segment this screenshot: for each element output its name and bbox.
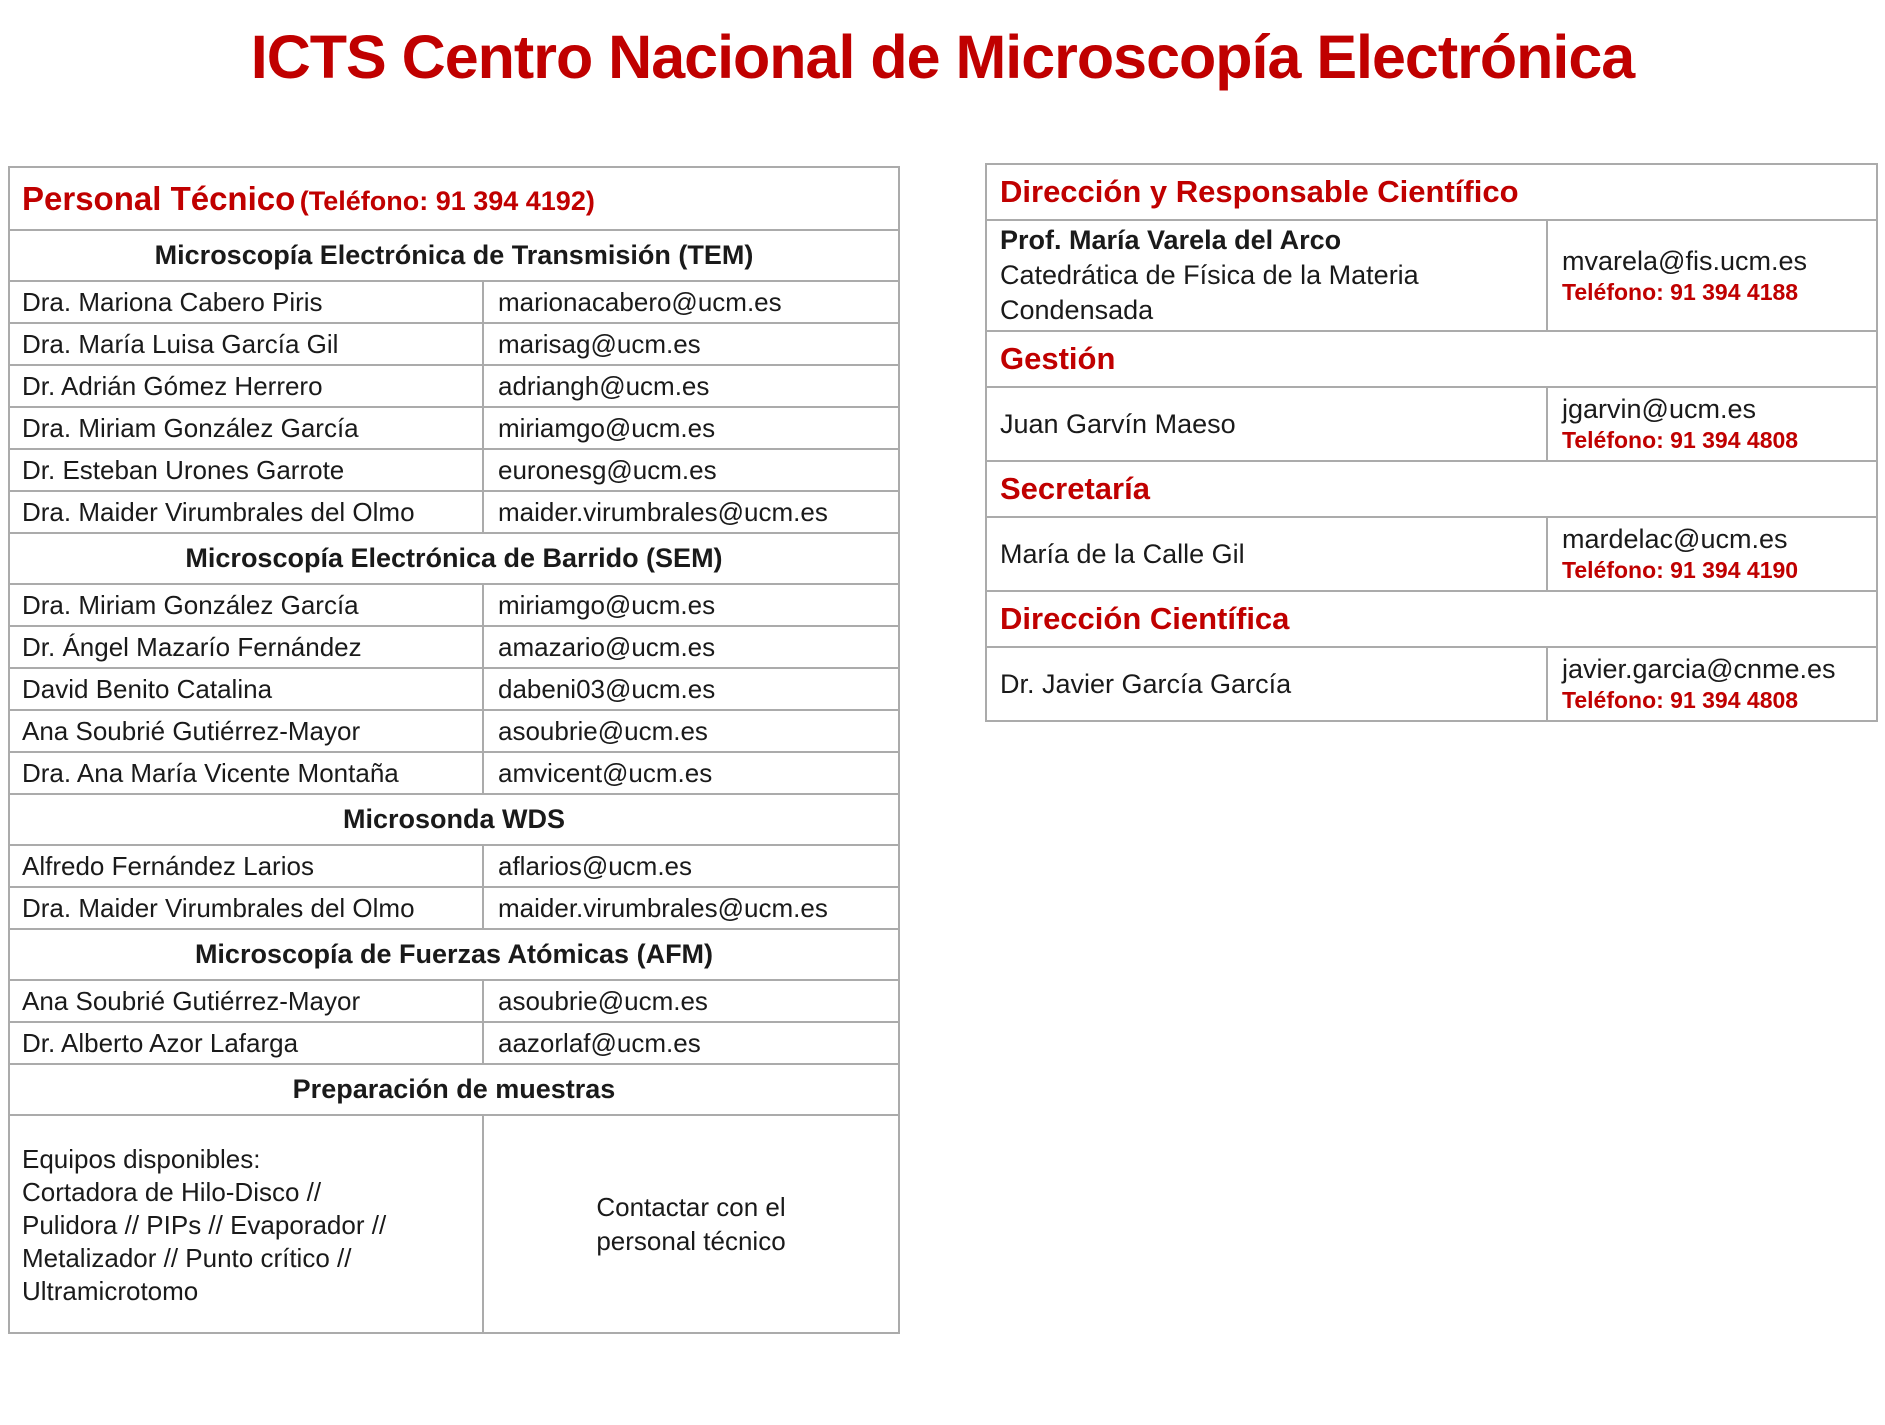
- person-email: javier.garcia@cnme.es: [1562, 654, 1836, 684]
- contact-cell: [1547, 387, 1877, 461]
- equipment-line: Metalizador // Punto crítico //: [22, 1243, 352, 1273]
- staff-name: Alfredo Fernández Larios: [9, 845, 483, 887]
- section-header-label: Dirección Científica: [986, 591, 1877, 647]
- table-row: [9, 710, 899, 752]
- page-title: ICTS Centro Nacional de Microscopía Electrónica: [250, 23, 1635, 91]
- section-header-label: Preparación de muestras: [9, 1064, 899, 1115]
- person-role: Catedrática de Física de la Materia Condensada: [1000, 260, 1419, 325]
- person-cell: [986, 220, 1547, 331]
- person-phone: Teléfono: 91 394 4808: [1562, 427, 1799, 453]
- equipment-list: [9, 1115, 483, 1333]
- personal-tecnico-table: [8, 166, 900, 1334]
- section-header-secretaria: [986, 461, 1877, 517]
- section-header-label: Dirección y Responsable Científico: [986, 164, 1877, 220]
- person-name: Dr. Javier García García: [986, 647, 1547, 721]
- left-table-phone: (Teléfono: 91 394 4192): [299, 185, 595, 216]
- equipment-line: Pulidora // PIPs // Evaporador //: [22, 1210, 387, 1240]
- person-name: Prof. María Varela del Arco: [1000, 225, 1342, 255]
- section-header-tem: [9, 230, 899, 281]
- staff-email: marisag@ucm.es: [483, 323, 899, 365]
- staff-email: amazario@ucm.es: [483, 626, 899, 668]
- table-row: [9, 491, 899, 533]
- staff-name: Dr. Alberto Azor Lafarga: [9, 1022, 483, 1064]
- person-email: jgarvin@ucm.es: [1562, 394, 1756, 424]
- staff-email: miriamgo@ucm.es: [483, 407, 899, 449]
- staff-name: David Benito Catalina: [9, 668, 483, 710]
- section-header-gestion: [986, 331, 1877, 387]
- section-header-direccion-responsable: [986, 164, 1877, 220]
- section-header-afm: [9, 929, 899, 980]
- section-header-preparacion: [9, 1064, 899, 1115]
- table-row: [9, 1022, 899, 1064]
- staff-email: adriangh@ucm.es: [483, 365, 899, 407]
- staff-email: amvicent@ucm.es: [483, 752, 899, 794]
- section-header-label: Secretaría: [986, 461, 1877, 517]
- person-name: María de la Calle Gil: [986, 517, 1547, 591]
- section-header-sem: [9, 533, 899, 584]
- table-row: [9, 449, 899, 491]
- staff-name: Ana Soubrié Gutiérrez-Mayor: [9, 710, 483, 752]
- equipment-line: Equipos disponibles:: [22, 1144, 261, 1174]
- staff-email: asoubrie@ucm.es: [483, 980, 899, 1022]
- table-row: [9, 887, 899, 929]
- person-name: Juan Garvín Maeso: [986, 387, 1547, 461]
- person-email: mvarela@fis.ucm.es: [1562, 245, 1807, 276]
- staff-name: Dr. Adrián Gómez Herrero: [9, 365, 483, 407]
- table-row: [9, 980, 899, 1022]
- person-email: mardelac@ucm.es: [1562, 524, 1788, 554]
- person-phone: Teléfono: 91 394 4188: [1562, 278, 1799, 305]
- person-phone: Teléfono: 91 394 4190: [1562, 557, 1799, 583]
- section-header-label: Microsonda WDS: [9, 794, 899, 845]
- table-row: [9, 323, 899, 365]
- table-row: [986, 647, 1877, 721]
- section-header-label: Microscopía de Fuerzas Atómicas (AFM): [9, 929, 899, 980]
- section-header-label: Gestión: [986, 331, 1877, 387]
- section-header-direccion-cientifica: [986, 591, 1877, 647]
- section-header-label: Microscopía Electrónica de Transmisión (TEM): [9, 230, 899, 281]
- staff-name: Dra. Maider Virumbrales del Olmo: [9, 887, 483, 929]
- table-row: [9, 752, 899, 794]
- staff-email: euronesg@ucm.es: [483, 449, 899, 491]
- contact-cell: [1547, 647, 1877, 721]
- staff-name: Dra. Maider Virumbrales del Olmo: [9, 491, 483, 533]
- table-row: [9, 281, 899, 323]
- person-phone: Teléfono: 91 394 4808: [1562, 687, 1799, 713]
- staff-email: dabeni03@ucm.es: [483, 668, 899, 710]
- staff-email: marionacabero@ucm.es: [483, 281, 899, 323]
- left-table-header-row: [9, 167, 899, 230]
- staff-email: miriamgo@ucm.es: [483, 584, 899, 626]
- table-row: [986, 387, 1877, 461]
- staff-email: asoubrie@ucm.es: [483, 710, 899, 752]
- direccion-table: [985, 163, 1878, 722]
- staff-email: maider.virumbrales@ucm.es: [483, 491, 899, 533]
- contact-note: Contactar con el personal técnico: [483, 1115, 899, 1333]
- staff-name: Dr. Ángel Mazarío Fernández: [9, 626, 483, 668]
- table-row: [9, 365, 899, 407]
- table-row: [9, 584, 899, 626]
- contact-cell: [1547, 220, 1877, 331]
- section-header-wds: [9, 794, 899, 845]
- staff-name: Dra. María Luisa García Gil: [9, 323, 483, 365]
- left-table-title: Personal Técnico: [22, 179, 296, 217]
- section-header-label: Microscopía Electrónica de Barrido (SEM): [9, 533, 899, 584]
- staff-name: Dra. Miriam González García: [9, 407, 483, 449]
- table-row: [9, 1115, 899, 1333]
- equipment-line: Cortadora de Hilo-Disco //: [22, 1177, 322, 1207]
- staff-email: maider.virumbrales@ucm.es: [483, 887, 899, 929]
- staff-name: Dra. Mariona Cabero Piris: [9, 281, 483, 323]
- table-row: [986, 220, 1877, 331]
- staff-name: Dra. Miriam González García: [9, 584, 483, 626]
- staff-email: aflarios@ucm.es: [483, 845, 899, 887]
- staff-name: Dra. Ana María Vicente Montaña: [9, 752, 483, 794]
- contact-cell: [1547, 517, 1877, 591]
- table-row: [9, 626, 899, 668]
- table-row: [986, 517, 1877, 591]
- left-table-header-cell: [9, 167, 899, 230]
- table-row: [9, 407, 899, 449]
- staff-name: Dr. Esteban Urones Garrote: [9, 449, 483, 491]
- table-row: [9, 668, 899, 710]
- table-row: [9, 845, 899, 887]
- equipment-line: Ultramicrotomo: [22, 1276, 199, 1306]
- staff-email: aazorlaf@ucm.es: [483, 1022, 899, 1064]
- staff-name: Ana Soubrié Gutiérrez-Mayor: [9, 980, 483, 1022]
